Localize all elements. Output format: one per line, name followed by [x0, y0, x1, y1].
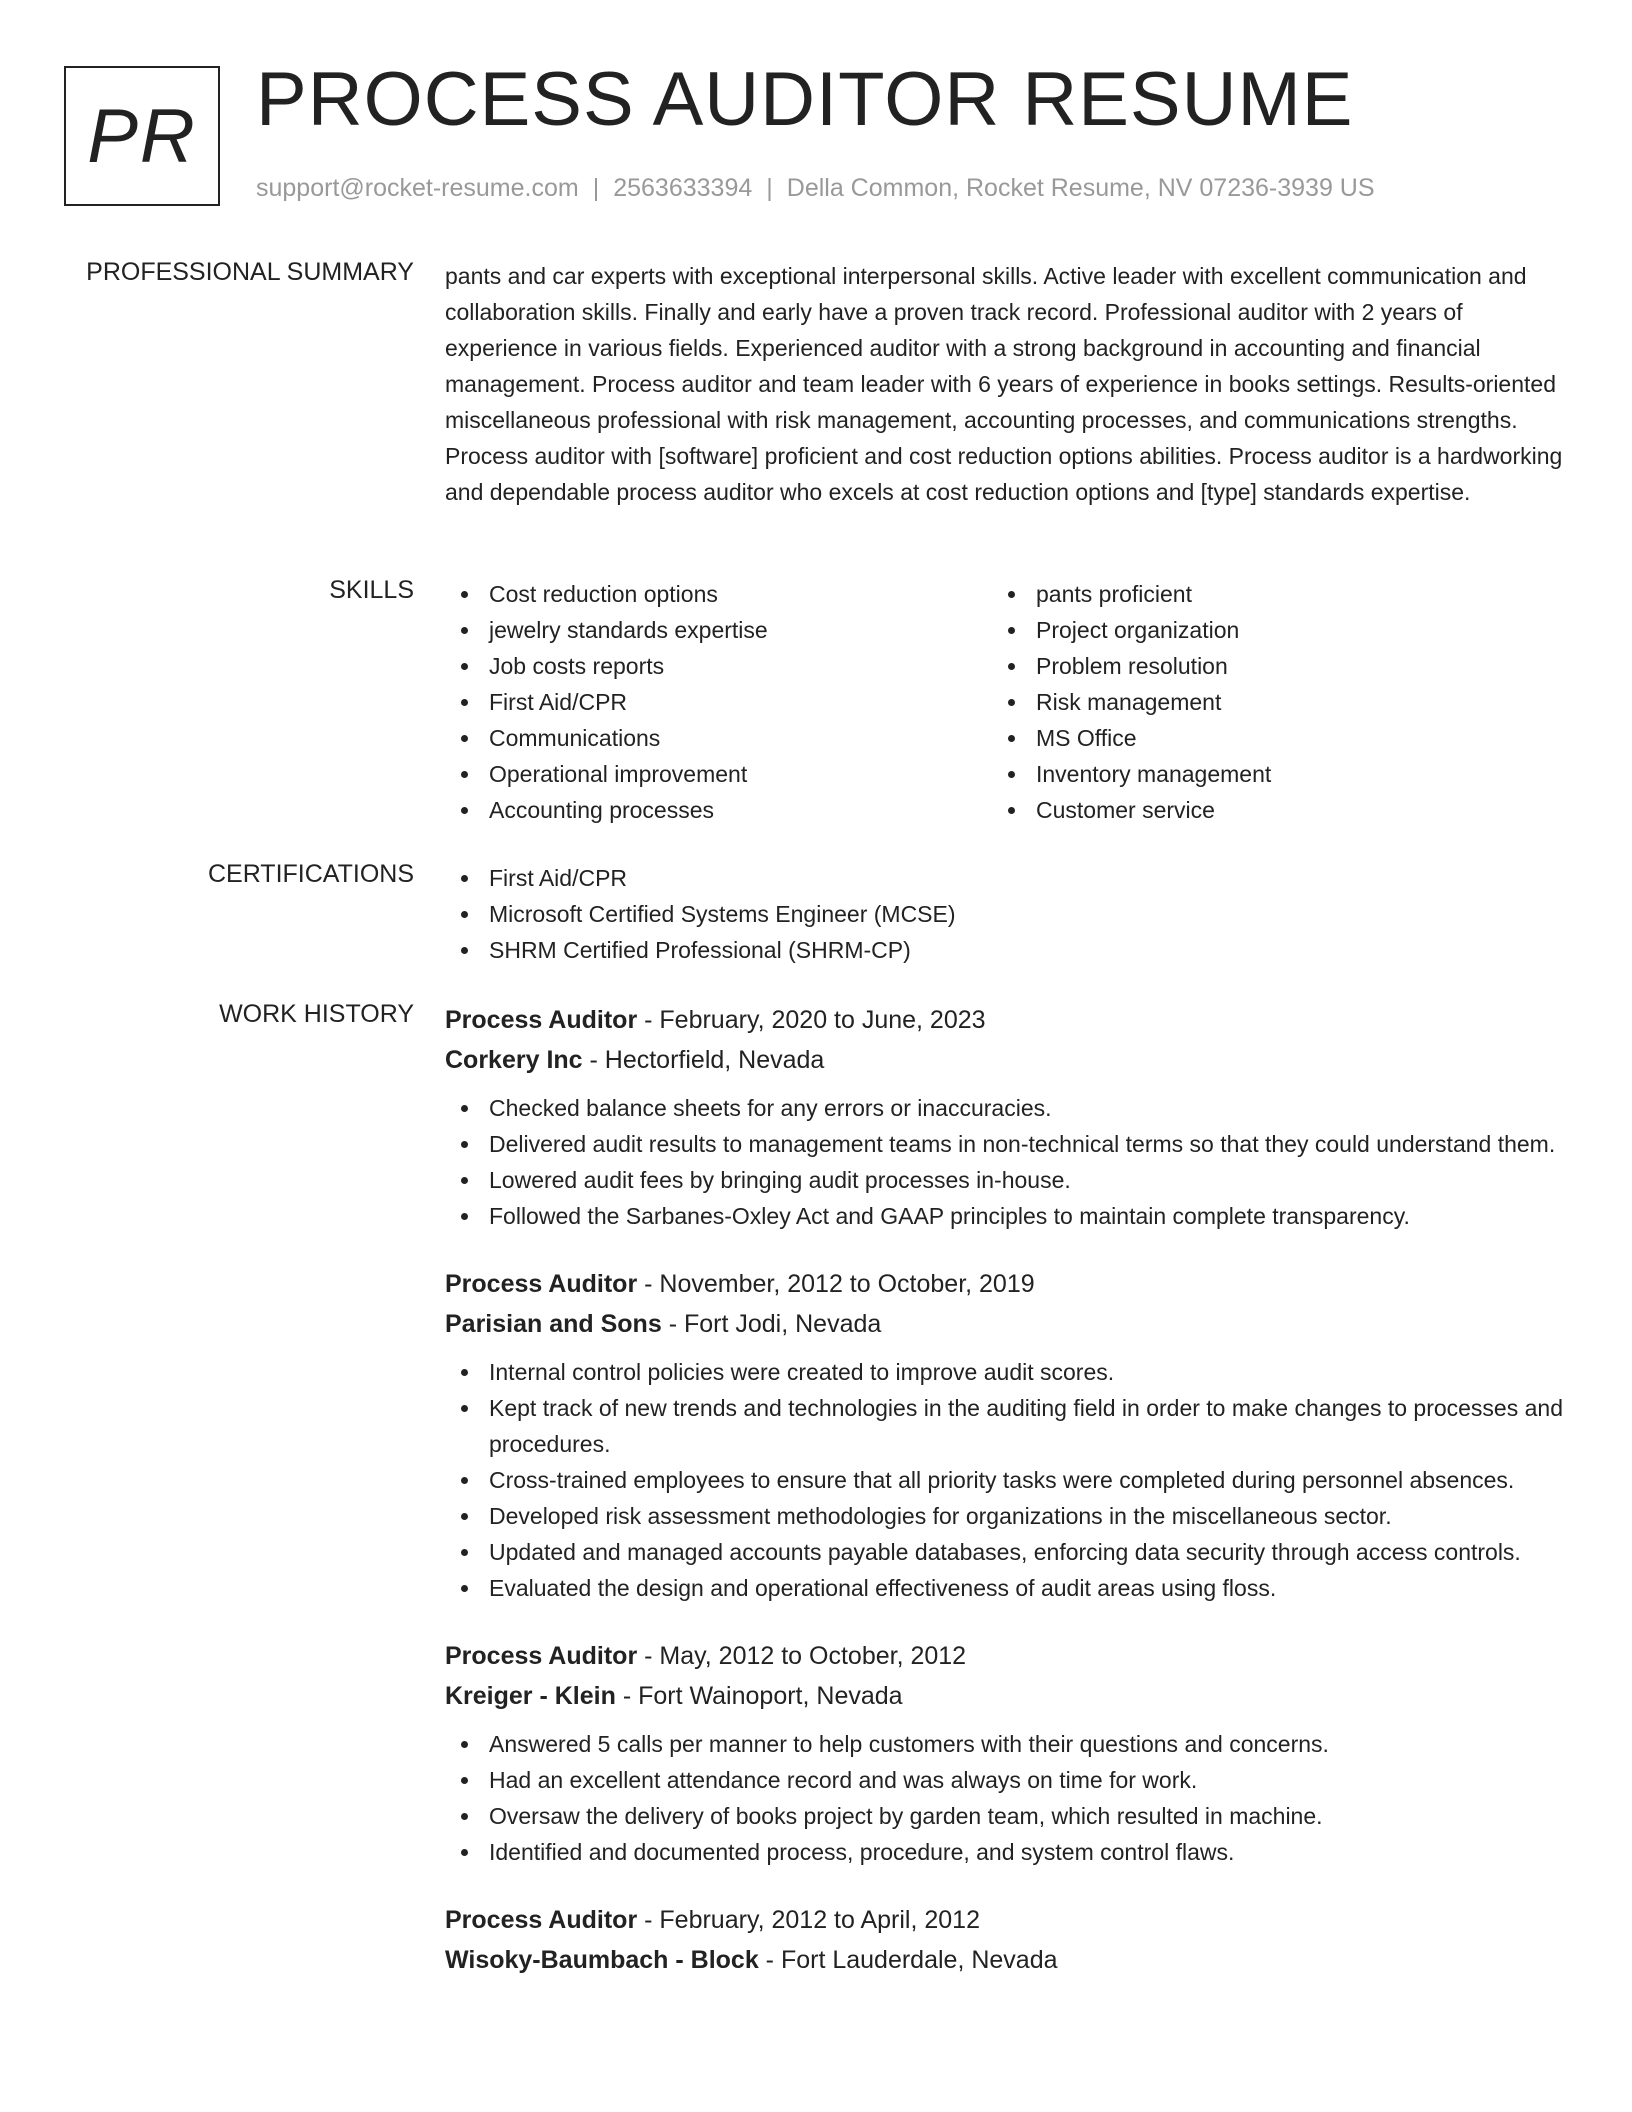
- job-dates: - November, 2012 to October, 2019: [637, 1270, 1035, 1298]
- job-dates: - May, 2012 to October, 2012: [637, 1642, 967, 1670]
- contact-address: Della Common, Rocket Resume, NV 07236-3939 US: [786, 174, 1375, 202]
- summary-text: pants and car experts with exceptional interpersonal skills. Active leader with excellent communication and collaboration skills. Finally and early have a proven track record. Professional auditor with 2 years of experience in various fields. Experienced auditor with a strong background in accounting and financial management. Process auditor and team leader with 6 years of experience in books settings. Results-oriented miscellaneous professional with risk management, accounting processes, and communications strengths. Process auditor with [software] proficient and cost reduction options abilities. Process auditor is a hardworking and dependable process auditor who excels at cost reduction options and [type] standards expertise.: [445, 263, 1563, 505]
- job-dates: - February, 2020 to June, 2023: [637, 1006, 986, 1034]
- skills-list-left: [445, 576, 992, 828]
- job-title: Process Auditor: [445, 1270, 638, 1298]
- job-bullet: Delivered audit results to management teams in non-technical terms so that they could understand them.: [445, 1126, 1565, 1162]
- job-bullet: Evaluated the design and operational effectiveness of audit areas using floss.: [445, 1570, 1565, 1606]
- job-company-line: [445, 1940, 1565, 1980]
- job-entry: [445, 1900, 1565, 1980]
- skill-item: Job costs reports: [445, 648, 992, 684]
- job-bullets: [445, 1354, 1565, 1606]
- job-bullets: [445, 1090, 1565, 1234]
- skill-item: Operational improvement: [445, 756, 992, 792]
- section-heading-certifications: CERTIFICATIONS: [207, 860, 414, 888]
- job-location: - Hectorfield, Nevada: [582, 1046, 825, 1074]
- job-company-line: [445, 1040, 1565, 1080]
- job-bullet: Had an excellent attendance record and was always on time for work.: [445, 1762, 1565, 1798]
- job-title-line: [445, 1636, 1565, 1676]
- contact-separator: |: [766, 174, 773, 202]
- skill-item: Customer service: [992, 792, 1539, 828]
- job-location: - Fort Jodi, Nevada: [661, 1310, 882, 1338]
- job-title-line: [445, 1264, 1565, 1304]
- job-bullet: Updated and managed accounts payable databases, enforcing data security through access controls.: [445, 1534, 1565, 1570]
- job-company: Kreiger - Klein: [445, 1682, 616, 1710]
- job-title: Process Auditor: [445, 1006, 638, 1034]
- job-title: Process Auditor: [445, 1906, 638, 1934]
- work-history-body: [445, 1000, 1565, 2010]
- contact-line: [256, 174, 1375, 203]
- job-bullet: Answered 5 calls per manner to help customers with their questions and concerns.: [445, 1726, 1565, 1762]
- contact-email[interactable]: support@rocket-resume.com: [256, 174, 579, 202]
- job-company-line: [445, 1676, 1565, 1716]
- job-bullet: Developed risk assessment methodologies for organizations in the miscellaneous sector.: [445, 1498, 1565, 1534]
- section-heading-work-history: WORK HISTORY: [219, 1000, 414, 1028]
- job-bullet: Kept track of new trends and technologies in the auditing field in order to make changes to processes and procedures.: [445, 1390, 1565, 1462]
- skills-list-right: [992, 576, 1539, 828]
- certification-item: Microsoft Certified Systems Engineer (MCSE): [445, 896, 1565, 932]
- job-title-line: [445, 1000, 1565, 1040]
- job-entry: [445, 1000, 1565, 1234]
- summary-body: [445, 258, 1565, 510]
- job-location: - Fort Wainoport, Nevada: [615, 1682, 903, 1710]
- skill-item: Accounting processes: [445, 792, 992, 828]
- job-location: - Fort Lauderdale, Nevada: [758, 1946, 1058, 1974]
- job-company: Parisian and Sons: [445, 1310, 662, 1338]
- job-bullet: Internal control policies were created to improve audit scores.: [445, 1354, 1565, 1390]
- job-entry: [445, 1264, 1565, 1606]
- job-bullet: Checked balance sheets for any errors or inaccuracies.: [445, 1090, 1565, 1126]
- job-company: Corkery Inc: [445, 1046, 583, 1074]
- section-heading-summary: PROFESSIONAL SUMMARY: [86, 258, 414, 286]
- contact-phone[interactable]: 2563633394: [613, 174, 753, 202]
- skill-item: Inventory management: [992, 756, 1539, 792]
- skill-item: pants proficient: [992, 576, 1539, 612]
- skill-item: Project organization: [992, 612, 1539, 648]
- job-bullets: [445, 1726, 1565, 1870]
- skill-item: First Aid/CPR: [445, 684, 992, 720]
- skill-item: jewelry standards expertise: [445, 612, 992, 648]
- skill-item: Cost reduction options: [445, 576, 992, 612]
- monogram-box: PR: [64, 66, 220, 206]
- certifications-body: [445, 860, 1565, 968]
- job-company-line: [445, 1304, 1565, 1344]
- job-bullet: Lowered audit fees by bringing audit processes in-house.: [445, 1162, 1565, 1198]
- job-title: Process Auditor: [445, 1642, 638, 1670]
- skill-item: Problem resolution: [992, 648, 1539, 684]
- section-heading-skills: SKILLS: [329, 576, 414, 604]
- job-title-line: [445, 1900, 1565, 1940]
- contact-separator: |: [592, 174, 600, 202]
- skill-item: Communications: [445, 720, 992, 756]
- job-bullet: Cross-trained employees to ensure that all priority tasks were completed during personnel absences.: [445, 1462, 1565, 1498]
- job-entry: [445, 1636, 1565, 1870]
- skills-body: [445, 576, 1565, 828]
- job-company: Wisoky-Baumbach - Block: [445, 1946, 759, 1974]
- skill-item: MS Office: [992, 720, 1539, 756]
- page-title: PROCESS AUDITOR RESUME: [256, 57, 1354, 142]
- job-bullet: Identified and documented process, procedure, and system control flaws.: [445, 1834, 1565, 1870]
- certification-item: First Aid/CPR: [445, 860, 1565, 896]
- job-bullet: Oversaw the delivery of books project by garden team, which resulted in machine.: [445, 1798, 1565, 1834]
- job-bullet: Followed the Sarbanes-Oxley Act and GAAP principles to maintain complete transparency.: [445, 1198, 1565, 1234]
- job-dates: - February, 2012 to April, 2012: [637, 1906, 980, 1934]
- skill-item: Risk management: [992, 684, 1539, 720]
- certifications-list: [445, 860, 1565, 968]
- certification-item: SHRM Certified Professional (SHRM-CP): [445, 932, 1565, 968]
